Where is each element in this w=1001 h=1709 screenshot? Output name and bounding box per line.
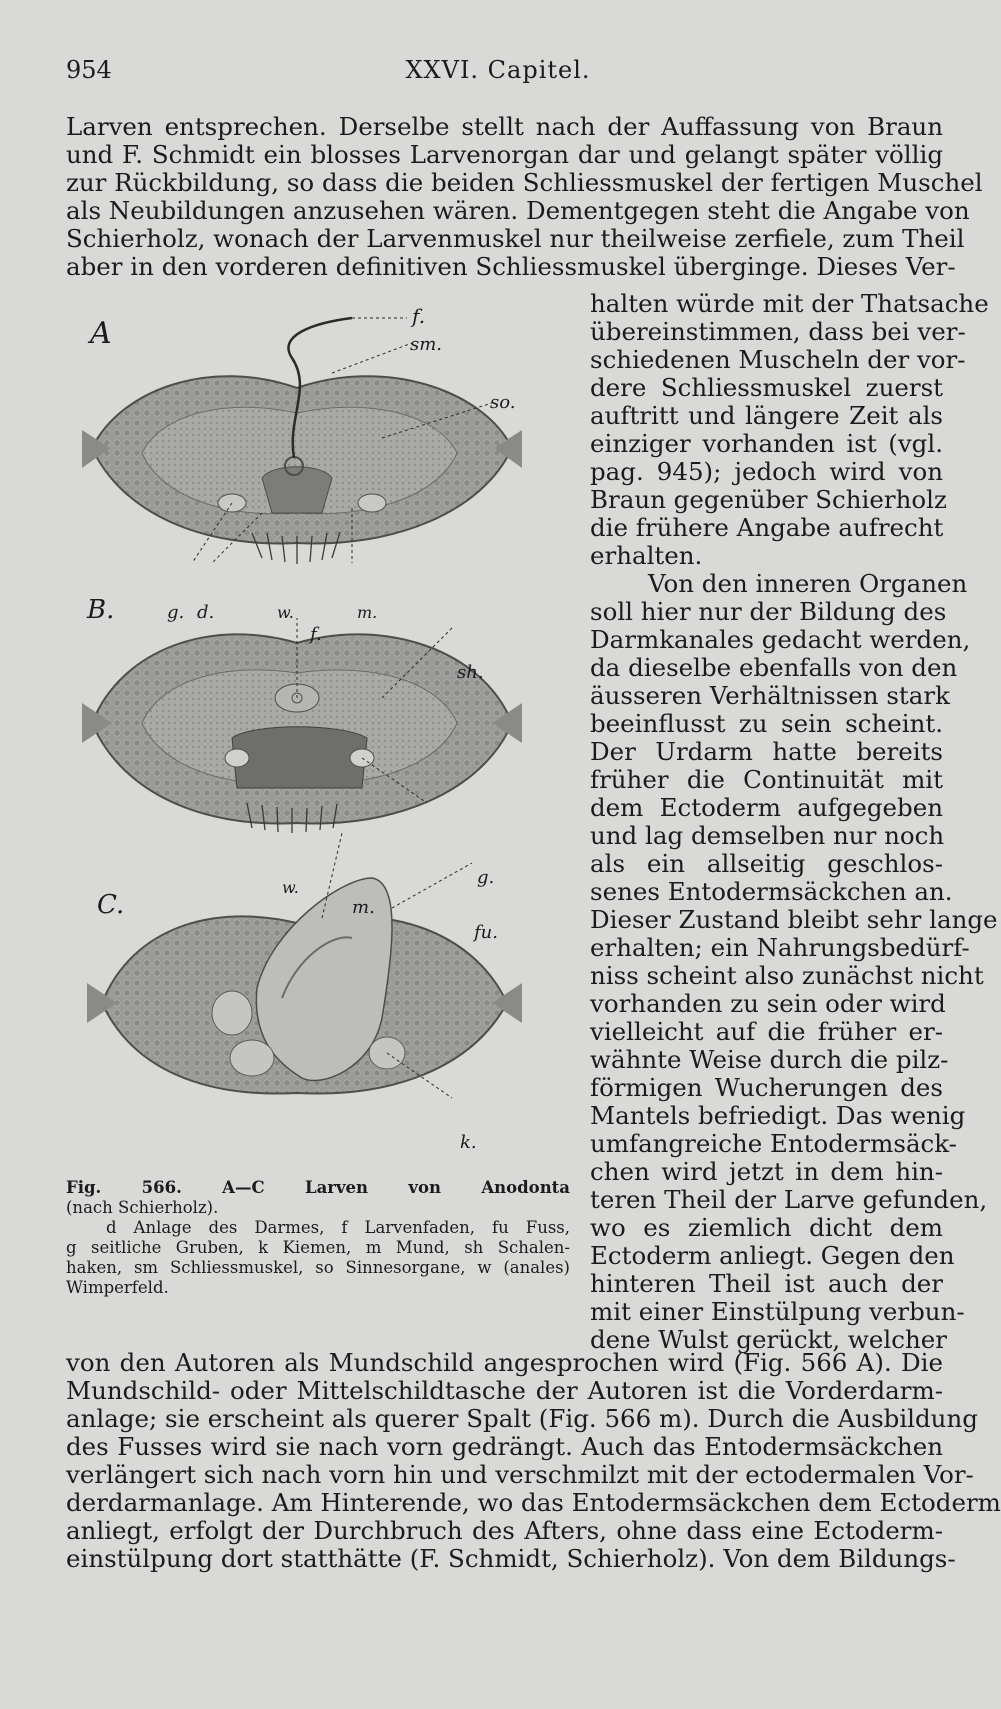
- text-line: Ectoderm anliegt. Gegen den: [590, 1241, 955, 1270]
- text-line: dene Wulst gerückt, welcher: [590, 1325, 947, 1354]
- caption-line: d Anlage des Darmes, f Larvenfaden, fu Fuss,: [106, 1218, 570, 1237]
- text-line: zur Rückbildung, so dass die beiden Schliessmuskel der fertigen Muschel: [66, 168, 983, 197]
- text-line: mit einer Einstülpung verbun-: [590, 1297, 965, 1326]
- text-line: hinteren Theil ist auch der: [590, 1269, 943, 1298]
- text-line: schiedenen Muscheln der vor-: [590, 345, 966, 374]
- text-line: halten würde mit der Thatsache: [590, 289, 989, 318]
- text-line: und lag demselben nur noch: [590, 821, 945, 850]
- caption-line: Fig. 566. A—C Larven von Anodonta: [66, 1178, 570, 1197]
- text-line: verlängert sich nach vorn hin und verschmilzt mit der ectodermalen Vor-: [66, 1460, 974, 1489]
- paragraph-top: [66, 112, 983, 281]
- text-line: Larven entsprechen. Derselbe stellt nach der Auffassung von Braun: [66, 112, 943, 141]
- text-line: einstülpung dort statthätte (F. Schmidt, Schierholz). Von dem Bildungs-: [66, 1544, 956, 1573]
- text-line: senes Entodermsäckchen an.: [590, 877, 953, 906]
- text-line: beeinflusst zu sein scheint.: [590, 709, 943, 738]
- label-d: d.: [197, 602, 215, 623]
- label-m: m.: [357, 603, 378, 622]
- label-g: g.: [167, 602, 185, 623]
- caption-line: g seitliche Gruben, k Kiemen, m Mund, sh Schalen-: [66, 1238, 570, 1257]
- text-line: pag. 945); jedoch wird von: [590, 457, 943, 486]
- figure-566: [82, 304, 562, 1183]
- text-line: Mantels befriedigt. Das wenig: [590, 1101, 966, 1130]
- text-line: Darmkanales gedacht werden,: [590, 625, 971, 654]
- page-number: 954: [66, 56, 112, 84]
- text-line: aber in den vorderen definitiven Schliessmuskel überginge. Dieses Ver-: [66, 252, 956, 281]
- text-line: früher die Continuität mit: [590, 765, 943, 794]
- figure-drawing: [82, 304, 562, 1183]
- text-line: erhalten.: [590, 541, 703, 570]
- text-line: anliegt, erfolgt der Durchbruch des Afters, ohne dass eine Ectoderm-: [66, 1516, 943, 1545]
- text-line: vielleicht auf die früher er-: [590, 1017, 943, 1046]
- text-line: soll hier nur der Bildung des: [590, 597, 947, 626]
- text-line: als Neubildungen anzusehen wären. Dementgegen steht die Angabe von: [66, 196, 970, 225]
- label-f: f.: [412, 304, 426, 328]
- text-line: und F. Schmidt ein blosses Larvenorgan dar und gelangt später völlig: [66, 140, 943, 169]
- label-f2: f.: [310, 624, 322, 645]
- text-line: Schierholz, wonach der Larvenmuskel nur theilweise zerfiele, zum Theil: [66, 224, 965, 253]
- larva-c-drawing: [87, 878, 522, 1094]
- right-column-text: [590, 289, 998, 1354]
- label-fu: fu.: [474, 922, 498, 943]
- text-line: Braun gegenüber Schierholz: [590, 485, 947, 514]
- paragraph-bottom: [66, 1348, 1001, 1573]
- text-line: auftritt und längere Zeit als: [590, 401, 943, 430]
- text-line: wo es ziemlich dicht dem: [590, 1213, 943, 1242]
- text-line: da dieselbe ebenfalls von den: [590, 653, 958, 682]
- text-line: dem Ectoderm aufgegeben: [590, 793, 943, 822]
- chapter-title: XXVI. Capitel.: [405, 56, 591, 84]
- label-A: A: [90, 316, 112, 351]
- larva-b-drawing: [82, 634, 522, 833]
- text-line: Dieser Zustand bleibt sehr lange: [590, 905, 998, 934]
- text-line: umfangreiche Entodermsäck-: [590, 1129, 957, 1158]
- label-m2: m.: [352, 897, 375, 918]
- caption-line: (nach Schierholz).: [66, 1198, 219, 1217]
- caption-line: haken, sm Schliessmuskel, so Sinnesorgane, w (anales): [66, 1258, 570, 1277]
- text-line: erhalten; ein Nahrungsbedürf-: [590, 933, 970, 962]
- text-line: derdarmanlage. Am Hinterende, wo das Entodermsäckchen dem Ectoderm: [66, 1488, 1001, 1517]
- label-w2: w.: [282, 878, 299, 897]
- text-line: anlage; sie erscheint als querer Spalt (Fig. 566 m). Durch die Ausbildung: [66, 1404, 978, 1433]
- text-line: als ein allseitig geschlos-: [590, 849, 943, 878]
- text-line: die frühere Angabe aufrecht: [590, 513, 944, 542]
- text-line: dere Schliessmuskel zuerst: [590, 373, 943, 402]
- label-C: C.: [97, 890, 125, 920]
- text-line: Der Urdarm hatte bereits: [590, 737, 943, 766]
- text-line: wähnte Weise durch die pilz-: [590, 1045, 949, 1074]
- label-so: so.: [490, 392, 516, 413]
- label-w: w.: [277, 603, 294, 622]
- text-line: teren Theil der Larve gefunden,: [590, 1185, 988, 1214]
- label-sh: sh.: [457, 662, 484, 683]
- running-header: [66, 56, 930, 90]
- text-line: von den Autoren als Mundschild angesprochen wird (Fig. 566 A). Die: [66, 1348, 943, 1377]
- caption-line: Wimperfeld.: [66, 1278, 169, 1297]
- text-line: Mundschild- oder Mittelschildtasche der Autoren ist die Vorderdarm-: [66, 1376, 943, 1405]
- text-line: äusseren Verhältnissen stark: [590, 681, 950, 710]
- text-line: chen wird jetzt in dem hin-: [590, 1157, 943, 1186]
- text-line: des Fusses wird sie nach vorn gedrängt. Auch das Entodermsäckchen: [66, 1432, 943, 1461]
- text-line: niss scheint also zunächst nicht: [590, 961, 984, 990]
- text-line: förmigen Wucherungen des: [590, 1073, 943, 1102]
- larva-a-drawing: [82, 318, 522, 564]
- figure-caption: [66, 1178, 570, 1298]
- label-g2: g.: [477, 867, 495, 888]
- text-line: Von den inneren Organen: [648, 569, 968, 598]
- text-line: vorhanden zu sein oder wird: [590, 989, 946, 1018]
- text-line: übereinstimmen, dass bei ver-: [590, 317, 966, 346]
- label-sm: sm.: [410, 334, 443, 355]
- label-k: k.: [460, 1132, 477, 1153]
- text-line: einziger vorhanden ist (vgl.: [590, 429, 943, 458]
- label-B: B.: [87, 595, 115, 625]
